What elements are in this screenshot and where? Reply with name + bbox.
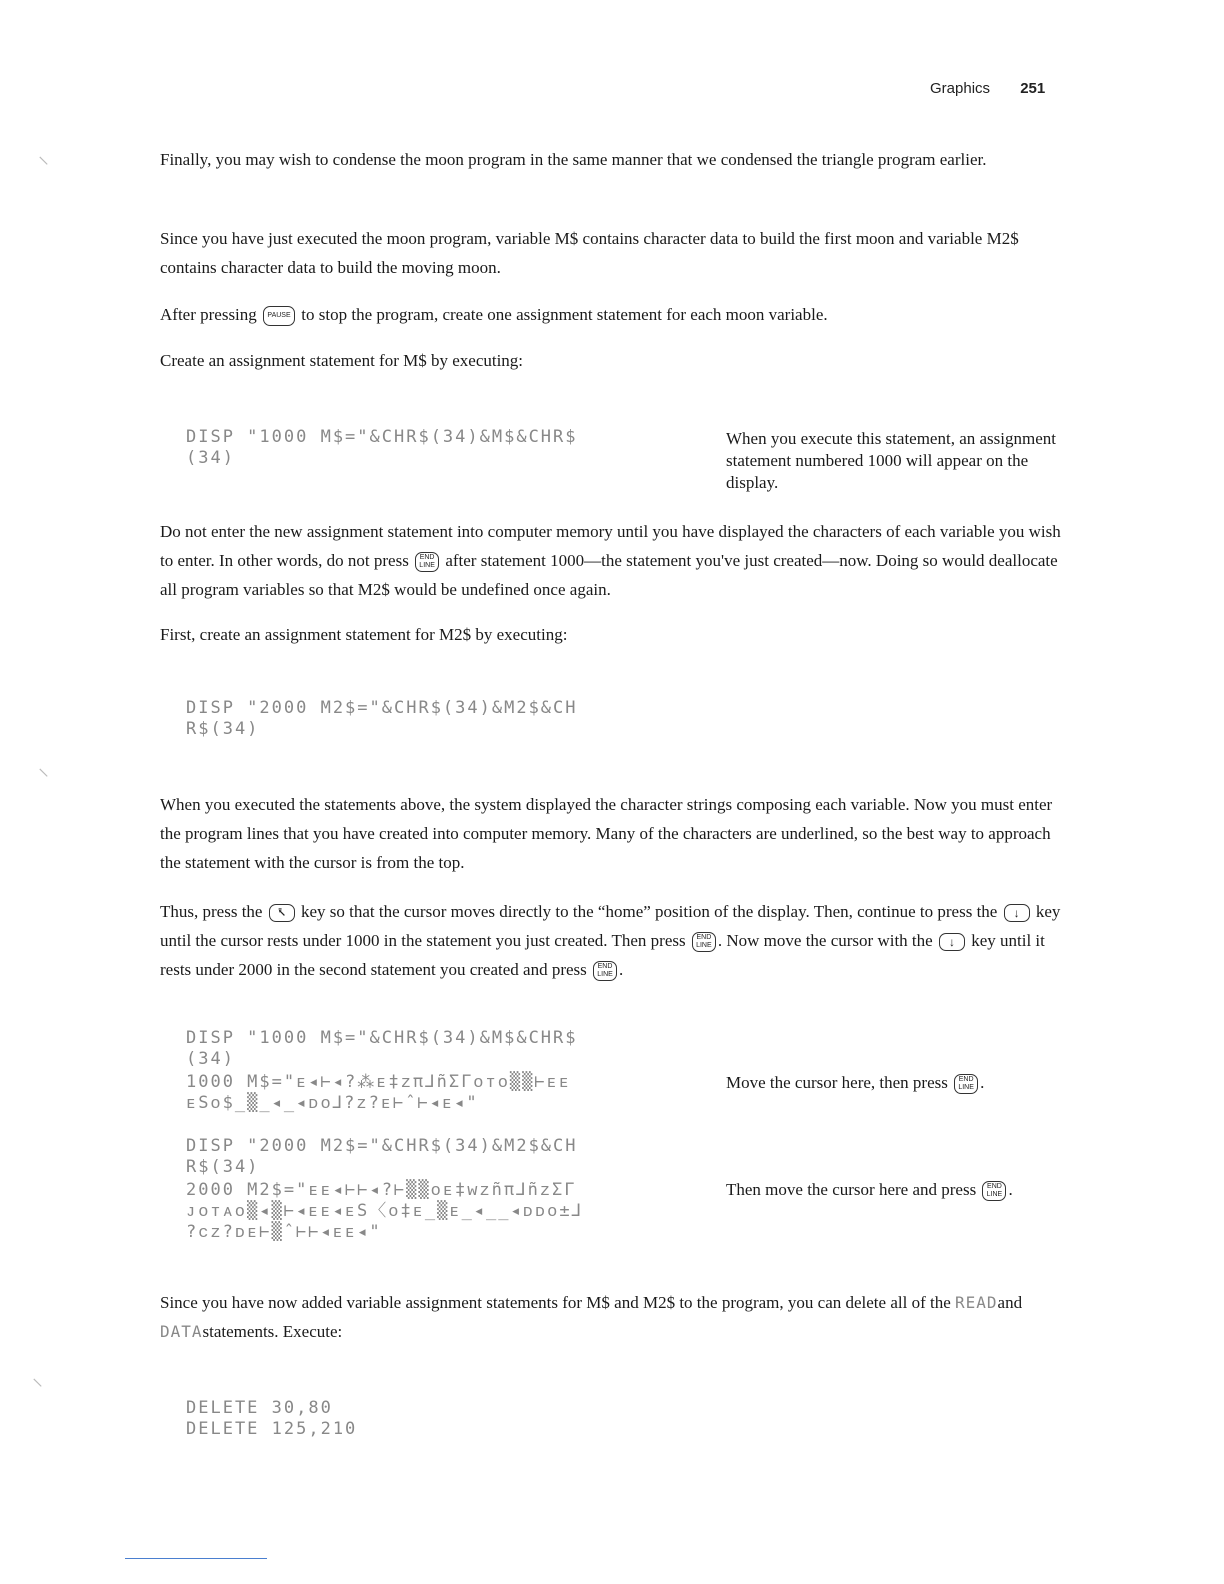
lcd-code-delete: DELETE 30,80 DELETE 125,210 — [186, 1398, 358, 1439]
text: after statement 1000—the statement you've just created—now. Doing so would deallocate all program variables so that M2$ would be undefined once again. — [160, 551, 1058, 599]
paragraph-delete-statements — [160, 1288, 1065, 1346]
key-label: LINE — [597, 971, 613, 979]
scan-mark: ⸜ — [38, 756, 50, 781]
paragraph-variables: Since you have just executed the moon program, variable M$ contains character data to build the first moon and variable M2$ contains character data to build the moving moon. — [160, 229, 1019, 277]
text: to stop the program, create one assignment statement for each moon variable. — [301, 305, 828, 324]
key-label: LINE — [696, 942, 712, 950]
side-note-1000: When you execute this statement, an assignment statement numbered 1000 will appear on the display. — [726, 429, 1056, 492]
footer-rule — [125, 1558, 267, 1559]
lcd-code-disp-1000: DISP "1000 M$="&CHR$(34)&M$&CHR$ (34) — [186, 427, 578, 468]
end-line-key-icon — [692, 932, 716, 952]
key-label: END — [597, 963, 613, 971]
lcd-code-disp-2000: DISP "2000 M2$="&CHR$(34)&M2$&CH R$(34) — [186, 698, 578, 739]
key-label: LINE — [419, 562, 435, 570]
side-note-then-move — [726, 1179, 1066, 1201]
end-line-key-icon — [593, 961, 617, 981]
text: key until it rests under 2000 in the second statement you created and press — [160, 931, 1045, 979]
text: Do not enter the new assignment statement into computer memory until you have displayed the characters of each variable you wish to enter. In other words, do not press — [160, 522, 1061, 570]
section-title: Graphics — [930, 80, 991, 97]
lcd-code-disp-1000-again: DISP "1000 M$="&CHR$(34)&M$&CHR$ (34) — [186, 1028, 578, 1069]
paragraph-condense: Finally, you may wish to condense the moon program in the same manner that we condensed the triangle program earlier. — [160, 150, 987, 169]
end-line-key-icon — [954, 1074, 978, 1094]
key-label: LINE — [958, 1084, 974, 1092]
key-label: END — [696, 934, 712, 942]
text: . — [1008, 1180, 1013, 1199]
paragraph-pause — [160, 300, 1065, 329]
lcd-assignment-2000: 2000 M2$="ᴇᴇ◂⊢⊢◂?⊢▒▒ᴏᴇ‡ᴡᴢñπ⅃ñᴢΣΓ ᴊᴏᴛᴀᴏ▒◂▒⊢◂ᴇᴇ◂ᴇS〈ᴏ‡ᴇ_▒ᴇ_◂__◂ᴅᴅᴏ±⅃ ?ᴄᴢ?ᴅᴇ⊢▒ˆ⊢⊢◂ᴇᴇ◂" — [186, 1180, 584, 1242]
paragraph-executed: When you executed the statements above, the system displayed the character strings composing each variable. Now you must enter the program lines that you have created into computer memory. Many of the characters are underlined, so the best way to approach the statement with the cursor is from the top. — [160, 795, 1053, 872]
text: . Now move the cursor with the — [717, 931, 933, 950]
paragraph-create-m2string: First, create an assignment statement for M2$ by executing: — [160, 625, 568, 644]
text: Then move the cursor here and press — [726, 1180, 977, 1199]
home-key-icon: ⭶ — [269, 904, 295, 922]
read-keyword: READ — [955, 1293, 998, 1312]
lcd-assignment-1000: 1000 M$="ᴇ◂⊢◂?⁂ᴇ‡ᴢπ⅃ñΣΓᴏᴛᴏ▒▒⊢ᴇᴇ ᴇSᴏ$_▒_◂_◂ᴅᴏ⅃?ᴢ?ᴇ⊢ˆ⊢◂ᴇ◂" — [186, 1072, 572, 1113]
data-keyword: DATA — [160, 1322, 203, 1341]
text: and — [997, 1293, 1023, 1312]
running-header — [930, 80, 1060, 97]
lcd-code-disp-2000-again: DISP "2000 M2$="&CHR$(34)&M2$&CH R$(34) — [186, 1136, 578, 1177]
text: After pressing — [160, 305, 257, 324]
text: . — [980, 1073, 985, 1092]
paragraph-cursor-instructions — [160, 897, 1065, 984]
scan-mark: ⸜ — [32, 1366, 44, 1391]
end-line-key-icon — [982, 1181, 1006, 1201]
side-note-move-cursor — [726, 1072, 1066, 1094]
end-line-key-icon — [415, 552, 439, 572]
text: key so that the cursor moves directly to the “home” position of the display. Then, continue to press the — [300, 902, 998, 921]
text: Since you have now added variable assignment statements for M$ and M2$ to the program, you can delete all of the — [160, 1293, 951, 1312]
key-label: END — [958, 1076, 974, 1084]
pause-key-icon: PAUSE — [263, 306, 295, 326]
key-label: END — [419, 554, 435, 562]
text: Thus, press the — [160, 902, 263, 921]
key-label: END — [987, 1183, 1002, 1191]
key-label: LINE — [986, 1191, 1003, 1199]
paragraph-create-mstring: Create an assignment statement for M$ by executing: — [160, 351, 524, 370]
text: Move the cursor here, then press — [726, 1073, 948, 1092]
down-arrow-key-icon: ↓ — [1004, 904, 1030, 922]
scan-mark: ⸜ — [38, 144, 50, 169]
paragraph-do-not-enter — [160, 517, 1065, 604]
page-number: 251 — [1020, 80, 1046, 97]
text: key until the cursor rests under 1000 in the statement you just created. Then press — [160, 902, 1061, 950]
down-arrow-key-icon: ↓ — [939, 933, 965, 951]
text: . — [619, 960, 624, 979]
text: statements. Execute: — [202, 1322, 343, 1341]
